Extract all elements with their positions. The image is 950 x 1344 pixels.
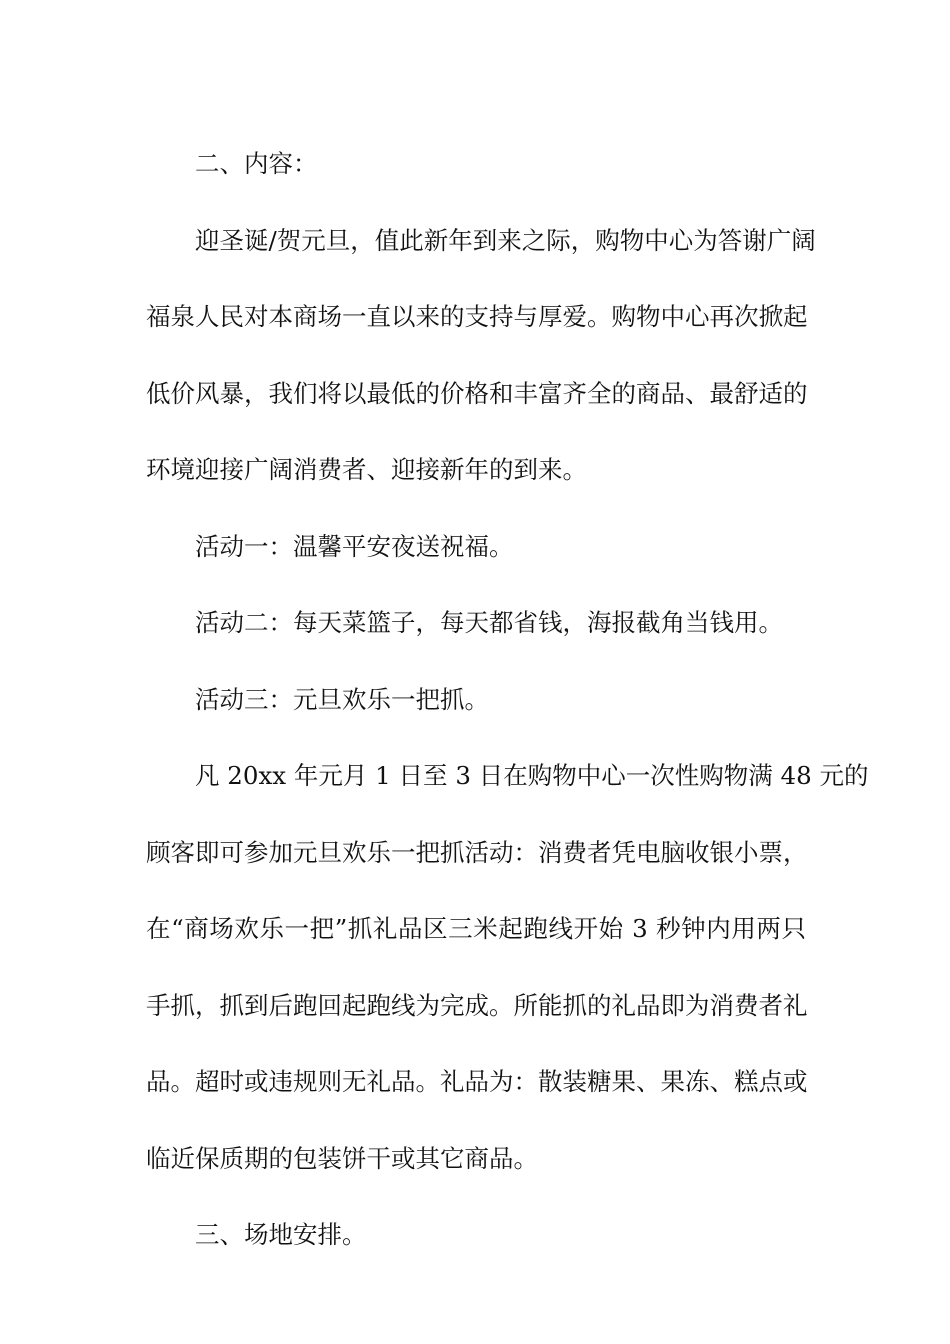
text-line: 环境迎接广阔消费者、迎接新年的到来。 (146, 455, 587, 484)
text-line: 顾客即可参加元旦欢乐一把抓活动：消费者凭电脑收银小票， (146, 837, 808, 867)
text-line: 低价风暴，我们将以最低的价格和丰富齐全的商品、最舒适的 (146, 378, 808, 408)
text-line: 品。超时或违规则无礼品。礼品为：散装糖果、果冻、糕点或 (146, 1067, 808, 1096)
text-line: 三、场地安排。 (195, 1220, 367, 1249)
text-line: 活动三：元旦欢乐一把抓。 (195, 684, 489, 714)
text-line: 临近保质期的包装饼干或其它商品。 (146, 1143, 538, 1173)
paragraph-activity-3-details (146, 738, 869, 1197)
paragraph-activity-2 (146, 585, 806, 662)
text-line: 活动二：每天菜篮子，每天都省钱，海报截角当钱用。 (195, 608, 783, 637)
text-line: 二、内容： (195, 149, 318, 178)
section-heading-content (146, 126, 806, 203)
section-heading-venue (146, 1197, 806, 1274)
text-line: 手抓，抓到后跑回起跑线为完成。所能抓的礼品即为消费者礼 (146, 990, 808, 1020)
text-line: 凡 20xx 年元月 1 日至 3 日在购物中心一次性购物满 48 元的 (195, 761, 869, 790)
paragraph-activity-1 (146, 509, 806, 586)
text-line: 活动一：温馨平安夜送祝福。 (195, 531, 514, 561)
paragraph-activity-3 (146, 662, 806, 739)
text-line: 迎圣诞/贺元旦，值此新年到来之际，购物中心为答谢广阔 (195, 225, 816, 255)
paragraph-intro (146, 203, 816, 509)
text-line: 福泉人民对本商场一直以来的支持与厚爱。购物中心再次掀起 (146, 302, 808, 331)
text-line: 在“商场欢乐一把”抓礼品区三米起跑线开始 3 秒钟内用两只 (146, 914, 806, 943)
document-body (146, 126, 869, 1274)
